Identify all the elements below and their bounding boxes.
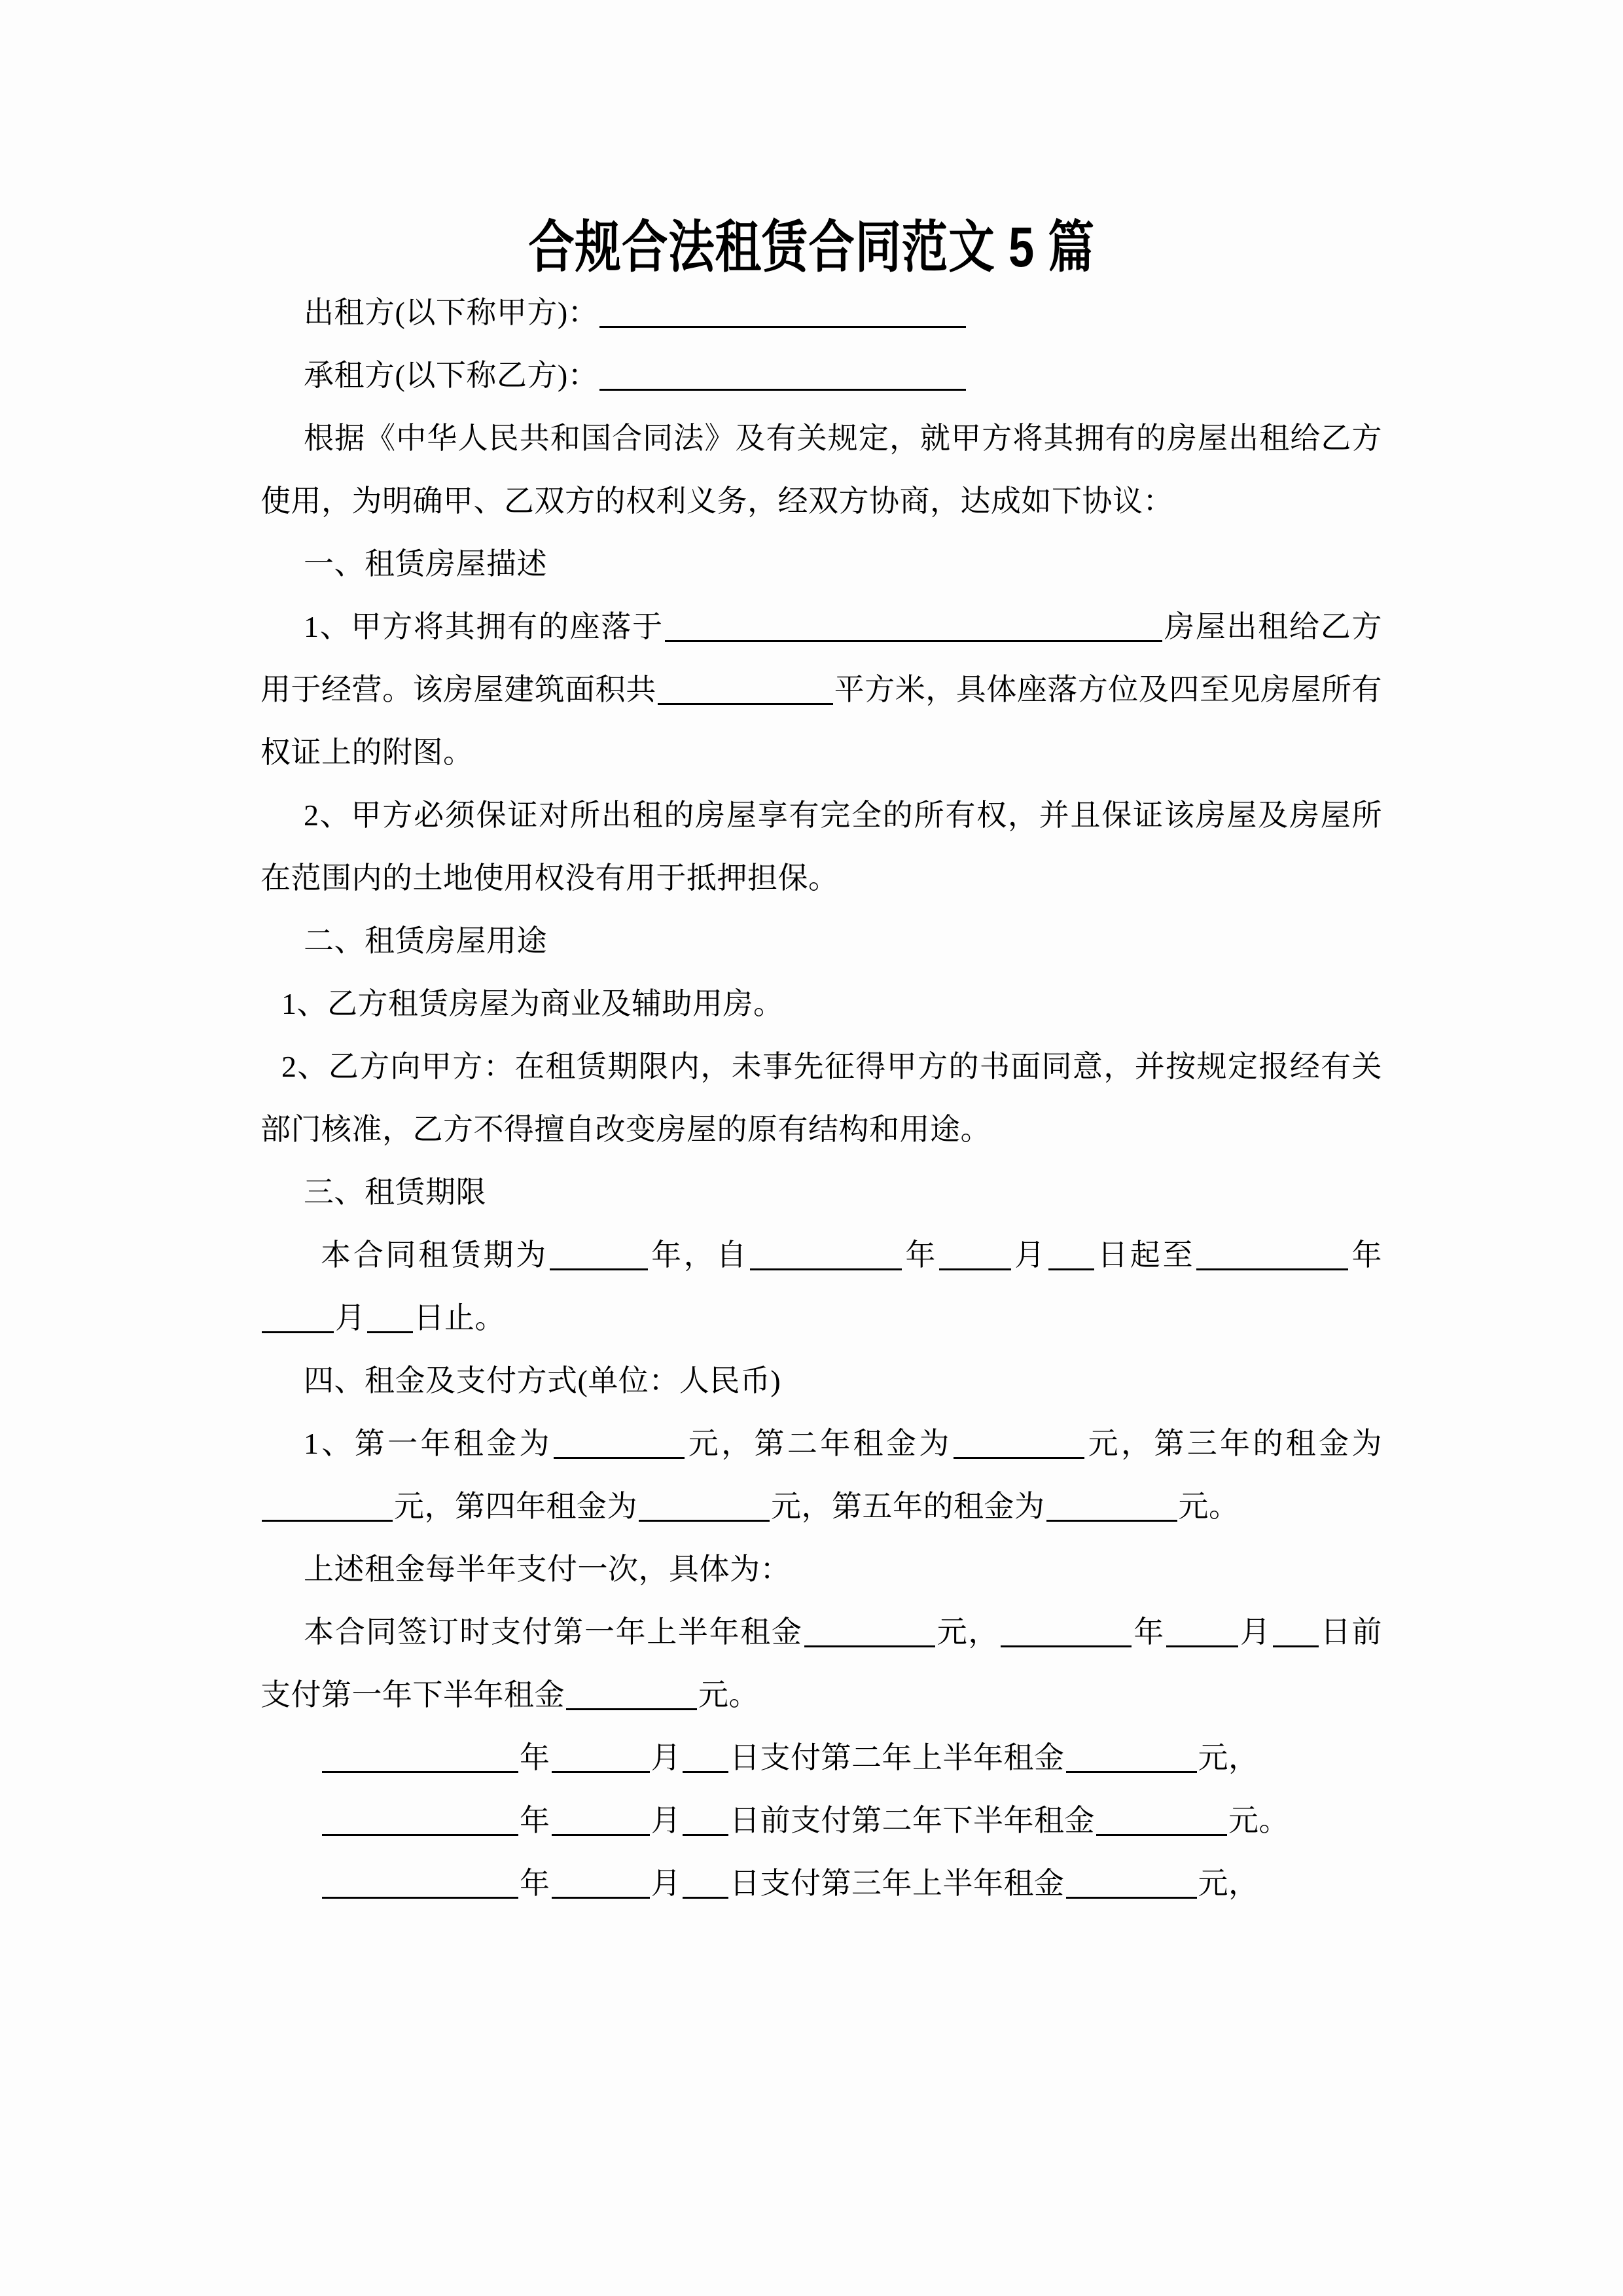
s4i1-part-c: 元，第三年的租金为 [1085,1427,1383,1460]
section-4-heading [260,1350,1382,1412]
s3-part-f: 年 [1349,1238,1383,1272]
section-4-heading-text: 四、租金及支付方式(单位：人民币) [304,1364,781,1397]
section-2-heading [260,910,1382,973]
section-2-item-1 [260,973,1382,1035]
pay1-part-f: 元。 [698,1678,759,1712]
s1i1-part-a: 1、甲方将其拥有的座落于 [304,610,664,643]
s3-part-b: 年，自 [649,1238,749,1272]
lease-years-blank[interactable] [550,1238,648,1270]
pay3-year-blank[interactable] [322,1804,518,1836]
s4i1-part-f: 元。 [1178,1490,1240,1523]
s3-part-g: 月 [335,1301,366,1335]
s4i1-part-b: 元，第二年租金为 [685,1427,952,1460]
payment-line-3 [260,1789,1382,1852]
pay3-amount-blank[interactable] [1096,1804,1227,1836]
pay1-part-a: 本合同签订时支付第一年上半年租金 [304,1615,803,1649]
property-address-blank[interactable] [665,610,1162,642]
lessee-line [260,344,1382,407]
section-2-item-2 [260,1035,1382,1161]
section-1-item-1 [260,596,1382,784]
lease-end-year-blank[interactable] [1196,1238,1348,1270]
s4i1-part-d: 元，第四年租金为 [394,1490,637,1523]
payment-line-2 [260,1727,1382,1789]
pay1-month-blank[interactable] [1166,1615,1238,1647]
section-4-item-1 [260,1412,1382,1538]
s3-part-d: 月 [1012,1238,1048,1272]
pay2-year-blank[interactable] [322,1741,518,1773]
pay4-part-b: 月 [651,1867,681,1900]
rent-year3-blank[interactable] [262,1490,393,1522]
payment-line-4 [260,1852,1382,1915]
pay2-part-c: 日支付第二年上半年租金 [730,1741,1065,1774]
s1i1-part-b: 房屋出租给乙方用于经营。该房屋建筑面积共 [260,610,1383,706]
preamble-text: 根据《中华人民共和国合同法》及有关规定，就甲方将其拥有的房屋出租给乙方使用，为明确甲、乙双方的权利义务，经双方协商，达成如下协议： [260,422,1382,518]
pay2-day-blank[interactable] [683,1741,728,1773]
lease-start-year-blank[interactable] [750,1238,902,1270]
rent-year5-blank[interactable] [1046,1490,1177,1522]
s2i1-text: 1、乙方租赁房屋为商业及辅助用房。 [281,987,784,1020]
pay4-part-c: 日支付第三年上半年租金 [730,1867,1065,1900]
pay1-year-blank[interactable] [1001,1615,1132,1647]
lessee-label: 承租方(以下称乙方)： [304,359,599,392]
pay4-day-blank[interactable] [683,1867,728,1899]
section-1-heading [260,533,1382,596]
page-title: 合规合法租赁合同范文 5 篇 [528,215,1095,279]
s3-part-a: 本合同租赁期为 [321,1238,548,1272]
pay3-part-b: 月 [651,1804,681,1837]
lease-end-month-blank[interactable] [262,1301,334,1333]
document-body [260,281,1382,1915]
s3-part-c: 年 [903,1238,938,1272]
pay4-part-a: 年 [520,1867,550,1900]
pay2-part-a: 年 [520,1741,550,1774]
pay3-day-blank[interactable] [683,1804,728,1836]
pay1-day-blank[interactable] [1273,1615,1319,1647]
pay4-month-blank[interactable] [552,1867,650,1899]
s4i1-part-a: 1、第一年租金为 [304,1427,552,1460]
pay3-part-c: 日前支付第二年下半年租金 [730,1804,1095,1837]
section-4-note [260,1538,1382,1601]
pay2-amount-blank[interactable] [1066,1741,1197,1773]
pay1-amount-blank[interactable] [804,1615,935,1647]
pay3-part-a: 年 [520,1804,550,1837]
lessor-line [260,281,1382,344]
s4-note-text: 上述租金每半年支付一次，具体为： [304,1552,791,1586]
section-1-heading-text: 一、租赁房屋描述 [304,547,547,581]
pay1-part-e: 日前支付第一年下半年租金 [260,1615,1383,1712]
pay4-amount-blank[interactable] [1066,1867,1197,1899]
lease-end-day-blank[interactable] [367,1301,413,1333]
s1i1-part-c: 平方米，具体座落方位及四至见房屋所有权证上的附图。 [260,673,1383,769]
lessor-name-blank[interactable] [599,296,966,328]
pay1-second-amount-blank[interactable] [566,1678,697,1710]
rent-year4-blank[interactable] [639,1490,770,1522]
lease-start-day-blank[interactable] [1048,1238,1094,1270]
s3-part-h: 日止。 [414,1301,505,1335]
pay3-month-blank[interactable] [552,1804,650,1836]
property-area-blank[interactable] [658,673,833,705]
s4i1-part-e: 元，第五年的租金为 [771,1490,1045,1523]
pay2-part-b: 月 [651,1741,681,1774]
preamble-paragraph [260,407,1382,533]
s2i2-text: 2、乙方向甲方：在租赁期限内，未事先征得甲方的书面同意，并按规定报经有关部门核准，乙方不得擅自改变房屋的原有结构和用途。 [260,1050,1382,1146]
pay2-month-blank[interactable] [552,1741,650,1773]
rent-year1-blank[interactable] [554,1427,685,1459]
payment-line-1 [260,1601,1382,1727]
pay3-part-d: 元。 [1228,1804,1289,1837]
pay1-part-d: 月 [1239,1615,1272,1649]
lessor-label: 出租方(以下称甲方)： [304,296,599,329]
pay1-part-b: 元， [936,1615,1000,1649]
section-3-heading [260,1161,1382,1224]
pay4-part-d: 元， [1198,1867,1259,1900]
lease-start-month-blank[interactable] [939,1238,1011,1270]
section-2-heading-text: 二、租赁房屋用途 [304,924,547,958]
s3-part-e: 日起至 [1096,1238,1196,1272]
s1i2-text: 2、甲方必须保证对所出租的房屋享有完全的所有权，并且保证该房屋及房屋所在范围内的土地使用权没有用于抵押担保。 [260,798,1382,895]
rent-year2-blank[interactable] [954,1427,1084,1459]
pay4-year-blank[interactable] [322,1867,518,1899]
section-1-item-2 [260,784,1382,910]
section-3-heading-text: 三、租赁期限 [304,1175,486,1209]
section-3-body [260,1224,1382,1350]
lessee-name-blank[interactable] [599,359,966,391]
pay2-part-d: 元， [1198,1741,1259,1774]
pay1-part-c: 年 [1133,1615,1165,1649]
